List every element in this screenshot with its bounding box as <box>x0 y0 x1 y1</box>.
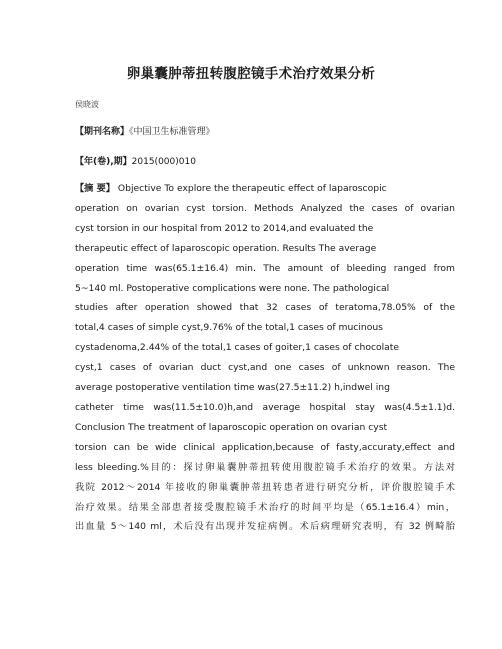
abstract-line: cyst,1 cases of ovarian duct cyst,and one cases of unknown reason. The <box>75 362 455 374</box>
abstract-line: Objective To explore the therapeutic effect of laparoscopic <box>117 183 387 194</box>
abstract-line: less bleeding.%目的：探讨卵巢囊肿蒂扭转使用腹腔镜手术治疗的效果。方法对 <box>75 461 455 473</box>
author-name: 侯晓波 <box>75 100 99 109</box>
journal-label: 【期刊名称】 <box>75 127 130 137</box>
abstract-line: Conclusion The treatment of laparoscopic operation on ovarian cyst <box>75 421 388 433</box>
abstract-line: 5~140 ml. Postoperative complications were none. The pathological <box>75 282 390 294</box>
abstract-line: average postoperative ventilation time was(27.5±11.2) h,indwel ing <box>75 382 390 394</box>
abstract-line: 出血量 5～140 ml，术后没有出现并发症病例。术后病理研究表明，有 32 例畸胎 <box>75 521 455 533</box>
abstract-label: 【摘 要】 <box>75 183 115 194</box>
journal-field <box>75 124 215 137</box>
abstract-line: torsion can be wide clinical application,because of fasty,accuraty,effect and <box>75 441 455 453</box>
paper-title: 卵巢囊肿蒂扭转腹腔镜手术治疗效果分析 <box>126 66 376 82</box>
abstract-line: 治疗效果。结果全部患者接受腹腔镜手术治疗的时间平均是（65.1±16.4）min， <box>75 501 455 513</box>
abstract-line: operation on ovarian cyst torsion. Methods Analyzed the cases of ovarian <box>75 202 455 214</box>
abstract-line: operation time was(65.1±16.4) min. The amount of bleeding ranged from <box>75 262 455 274</box>
abstract-line: therapeutic effect of laparoscopic operation. Results The average <box>75 242 377 254</box>
abstract-line: cyst torsion in our hospital from 2012 to 2014,and evaluated the <box>75 222 374 234</box>
abstract-line: cystadenoma,2.44% of the total,1 cases of goiter,1 cases of chocolate <box>75 342 400 354</box>
abstract-block <box>75 179 455 537</box>
abstract-line: catheter time was(11.5±10.0)h,and average hospital stay was(4.5±1.1)d. <box>75 401 455 413</box>
journal-value: 《中国卫生标准管理》 <box>129 127 215 137</box>
year-issue-field <box>75 154 196 167</box>
abstract-line: total,4 cases of simple cyst,9.76% of the total,1 cases of mucinous <box>75 322 383 334</box>
year-issue-label: 【年(卷),期】 <box>75 157 132 167</box>
abstract-line: 我院 2012～2014 年接收的卵巢囊肿蒂扭转患者进行研究分析，评价腹腔镜手术 <box>75 481 455 493</box>
abstract-line: studies after operation showed that 32 cases of teratoma,78.05% of the <box>75 302 455 314</box>
year-issue-value: 2015(000)010 <box>131 157 196 167</box>
